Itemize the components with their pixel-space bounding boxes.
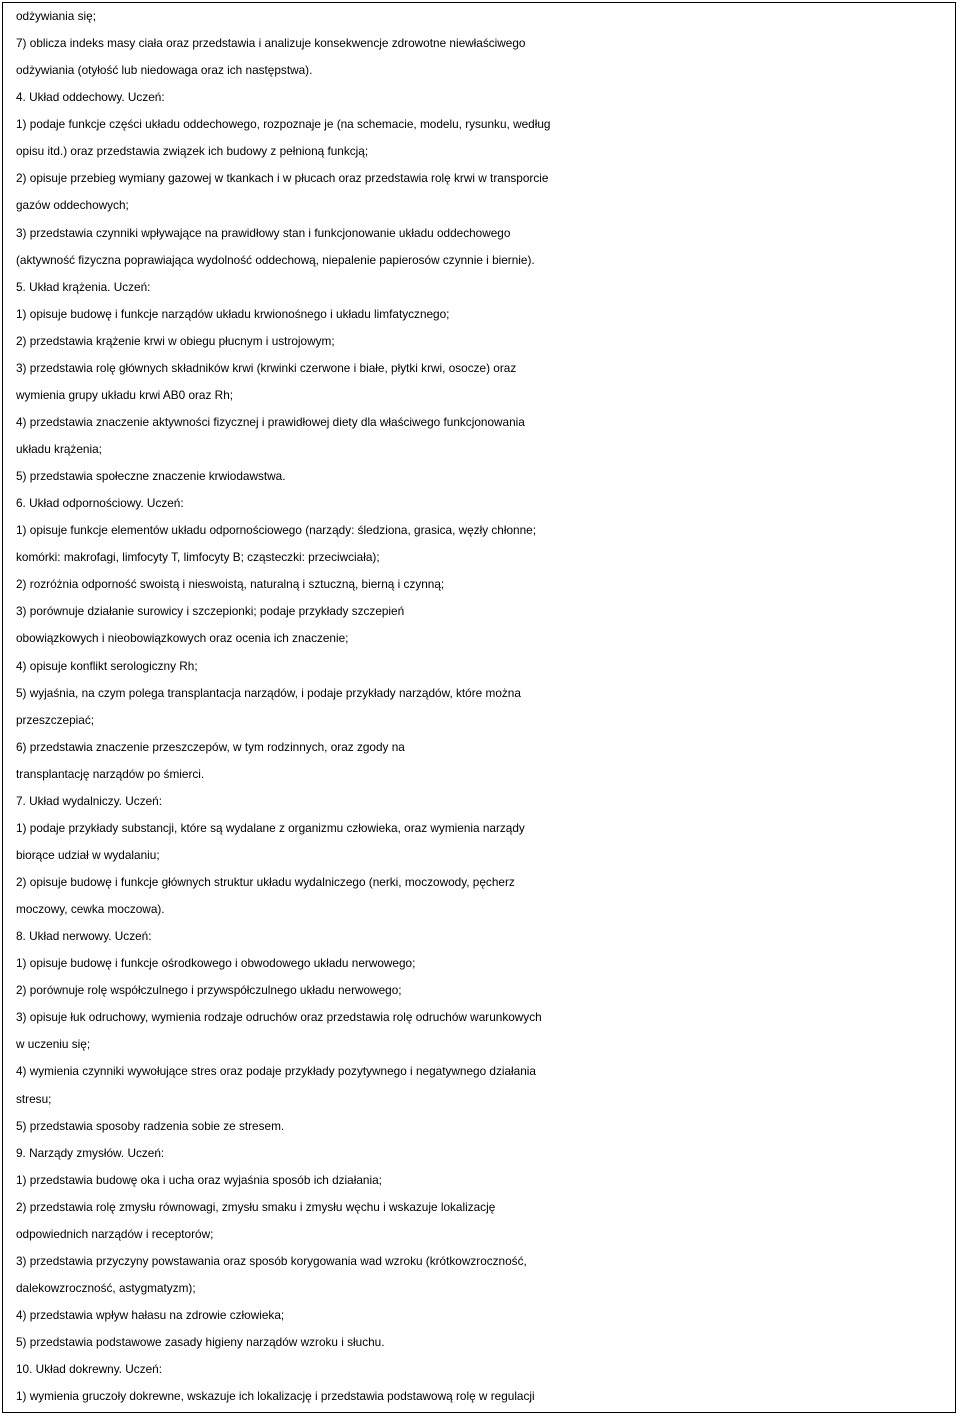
text-line: stresu; <box>16 1091 52 1106</box>
text-line: 7) oblicza indeks masy ciała oraz przedstawia i analizuje konsekwencje zdrowotne niewłaściwego <box>16 36 526 51</box>
text-line: 10. Układ dokrewny. Uczeń: <box>16 1362 162 1377</box>
text-line: 4) przedstawia znaczenie aktywności fizycznej i prawidłowej diety dla właściwego funkcjonowania <box>16 414 525 429</box>
text-line: 1) wymienia gruczoły dokrewne, wskazuje ich lokalizację i przedstawia podstawową rolę w regulacji <box>16 1389 535 1404</box>
text-line: przeszczepiać; <box>16 712 95 727</box>
text-line: 9. Narządy zmysłów. Uczeń: <box>16 1145 165 1160</box>
text-line: 3) przedstawia czynniki wpływające na prawidłowy stan i funkcjonowanie układu oddechowego <box>16 225 511 240</box>
text-line: 1) przedstawia budowę oka i ucha oraz wyjaśnia sposób ich działania; <box>16 1172 382 1187</box>
text-line: 5) przedstawia podstawowe zasady higieny narządów wzroku i słuchu. <box>16 1335 385 1350</box>
text-line: moczowy, cewka moczowa). <box>16 902 165 917</box>
text-line: 1) podaje przykłady substancji, które są wydalane z organizmu człowieka, oraz wymienia narządy <box>16 820 525 835</box>
text-line: 6) przedstawia znaczenie przeszczepów, w tym rodzinnych, oraz zgody na <box>16 739 405 754</box>
text-line: układu krążenia; <box>16 442 102 456</box>
text-line: odżywiania się; <box>16 9 96 23</box>
document-page <box>2 2 956 1413</box>
text-line: 4) przedstawia wpływ hałasu na zdrowie człowieka; <box>16 1308 285 1322</box>
text-line: 2) opisuje budowę i funkcje głównych struktur układu wydalniczego (nerki, moczowody, pęcherz <box>16 875 515 889</box>
text-line: dalekowzroczność, astygmatyzm); <box>16 1280 196 1295</box>
text-line: odpowiednich narządów i receptorów; <box>16 1226 214 1241</box>
text-line: 5. Układ krążenia. Uczeń: <box>16 279 151 294</box>
text-line: opisu itd.) oraz przedstawia związek ich budowy z pełnioną funkcją; <box>16 144 369 159</box>
text-line: 4. Układ oddechowy. Uczeń: <box>16 90 165 105</box>
text-line: gazów oddechowych; <box>16 198 129 213</box>
text-line: 5) przedstawia sposoby radzenia sobie ze stresem. <box>16 1118 285 1133</box>
text-line: 7. Układ wydalniczy. Uczeń: <box>16 793 162 808</box>
text-line: 3) opisuje łuk odruchowy, wymienia rodzaje odruchów oraz przedstawia rolę odruchów warunkowych <box>16 1010 542 1025</box>
text-line: (aktywność fizyczna poprawiająca wydolność oddechową, niepalenie papierosów czynnie i biernie). <box>16 252 535 267</box>
text-line: komórki: makrofagi, limfocyty T, limfocyty B; cząsteczki: przeciwciała); <box>16 550 380 565</box>
text-line: 2) rozróżnia odporność swoistą i nieswoistą, naturalną i sztuczną, bierną i czynną; <box>16 577 445 592</box>
text-line: obowiązkowych i nieobowiązkowych oraz ocenia ich znaczenie; <box>16 631 349 646</box>
text-line: 2) porównuje rolę współczulnego i przywspółczulnego układu nerwowego; <box>16 983 402 998</box>
text-line: 8. Układ nerwowy. Uczeń: <box>16 929 152 944</box>
text-line: 6. Układ odpornościowy. Uczeń: <box>16 496 184 511</box>
text-line: 1) opisuje budowę i funkcje ośrodkowego i obwodowego układu nerwowego; <box>16 956 416 971</box>
text-line: wymienia grupy układu krwi AB0 oraz Rh; <box>16 387 234 402</box>
text-line: 5) wyjaśnia, na czym polega transplantacja narządów, i podaje przykłady narządów, które można <box>16 685 521 700</box>
text-line: 2) przedstawia krążenie krwi w obiegu płucnym i ustrojowym; <box>16 333 335 348</box>
text-line: 3) porównuje działanie surowicy i szczepionki; podaje przykłady szczepień <box>16 604 405 619</box>
text-line: 1) podaje funkcje części układu oddechowego, rozpoznaje je (na schemacie, modelu, rysunku, według <box>16 117 551 132</box>
document-text <box>16 3 948 1410</box>
text-line: transplantację narządów po śmierci. <box>16 766 205 781</box>
text-line: 4) opisuje konflikt serologiczny Rh; <box>16 658 198 673</box>
text-line: biorące udział w wydalaniu; <box>16 847 160 862</box>
text-line: 1) opisuje funkcje elementów układu odpornościowego (narządy: śledziona, grasica, węzły chłonne; <box>16 523 537 538</box>
text-line: 3) przedstawia rolę głównych składników krwi (krwinki czerwone i białe, płytki krwi, osocze) oraz <box>16 360 517 375</box>
text-line: 2) przedstawia rolę zmysłu równowagi, zmysłu smaku i zmysłu węchu i wskazuje lokalizację <box>16 1199 496 1214</box>
text-line: 1) opisuje budowę i funkcje narządów układu krwionośnego i układu limfatycznego; <box>16 306 450 321</box>
text-line: 2) opisuje przebieg wymiany gazowej w tkankach i w płucach oraz przedstawia rolę krwi w transporcie <box>16 171 549 186</box>
text-line: 3) przedstawia przyczyny powstawania oraz sposób korygowania wad wzroku (krótkowzroczność, <box>16 1253 527 1268</box>
text-line: 4) wymienia czynniki wywołujące stres oraz podaje przykłady pozytywnego i negatywnego działania <box>16 1064 536 1079</box>
text-line: w uczeniu się; <box>16 1037 91 1052</box>
text-line: 5) przedstawia społeczne znaczenie krwiodawstwa. <box>16 469 286 484</box>
text-line: odżywiania (otyłość lub niedowaga oraz ich następstwa). <box>16 63 313 78</box>
